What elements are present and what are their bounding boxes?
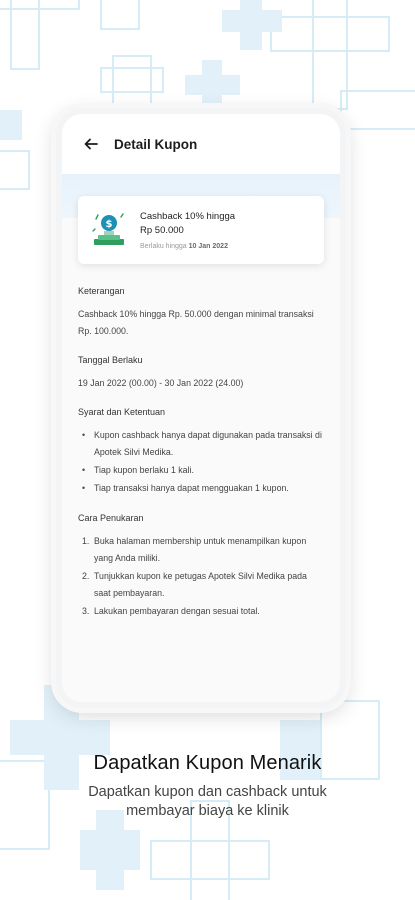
tanggal-title: Tanggal Berlaku — [78, 355, 143, 365]
step-text: Tunjukkan kupon ke petugas Apotek Silvi Medika pada saat pembayaran. — [94, 571, 307, 598]
app-header — [62, 114, 340, 174]
step-number: 2. — [82, 571, 90, 581]
cara-list — [78, 533, 322, 620]
coupon-amount: Rp 50.000 — [140, 225, 184, 236]
list-item: • Tiap kupon berlaku 1 kali. — [82, 462, 322, 479]
caption-subtitle — [0, 783, 415, 821]
coupon-title: Cashback 10% hingga — [140, 211, 236, 222]
coupon-gift-icon — [92, 211, 126, 249]
caption-subtitle-text: Dapatkan kupon dan cashback untuk membayar biaya ke klinik — [88, 784, 327, 819]
coupon-valid-label: Berlaku hingga — [140, 243, 187, 250]
page-title: Detail Kupon — [114, 136, 198, 152]
coupon-valid-date: 10 Jan 2022 — [188, 243, 228, 250]
list-item: • Tiap transaksi hanya dapat mengguakan 1 kupon. — [82, 480, 322, 497]
step-text: Buka halaman membership untuk menampilkan kupon yang Anda miliki. — [94, 536, 307, 563]
list-item — [82, 603, 322, 620]
phone-mockup — [56, 108, 346, 708]
phone-screen — [62, 114, 340, 702]
list-item — [82, 533, 322, 567]
coupon-valid-until — [140, 243, 235, 250]
coupon-detail-content — [78, 286, 322, 621]
syarat-list — [78, 427, 322, 497]
tanggal-body: 19 Jan 2022 (00.00) - 30 Jan 2022 (24.00) — [78, 378, 244, 388]
keterangan-body: Cashback 10% hingga Rp. 50.000 dengan minimal transaksi Rp. 100.000. — [78, 309, 314, 336]
coupon-card[interactable] — [78, 196, 324, 264]
keterangan-title: Keterangan — [78, 286, 125, 296]
step-text: Lakukan pembayaran dengan sesuai total. — [94, 606, 260, 616]
arrow-left-icon[interactable] — [80, 133, 102, 155]
coupon-texts — [140, 210, 235, 250]
syarat-title: Syarat dan Ketentuan — [78, 407, 166, 417]
step-number: 1. — [82, 536, 90, 546]
step-number: 3. — [82, 606, 90, 616]
caption-title: Dapatkan Kupon Menarik — [93, 752, 322, 774]
cara-title: Cara Penukaran — [78, 513, 144, 523]
promo-caption — [0, 752, 415, 821]
list-item — [82, 568, 322, 602]
svg-text:$: $ — [105, 219, 113, 230]
list-item: • Kupon cashback hanya dapat digunakan pada transaksi di Apotek Silvi Medika. — [82, 427, 322, 461]
